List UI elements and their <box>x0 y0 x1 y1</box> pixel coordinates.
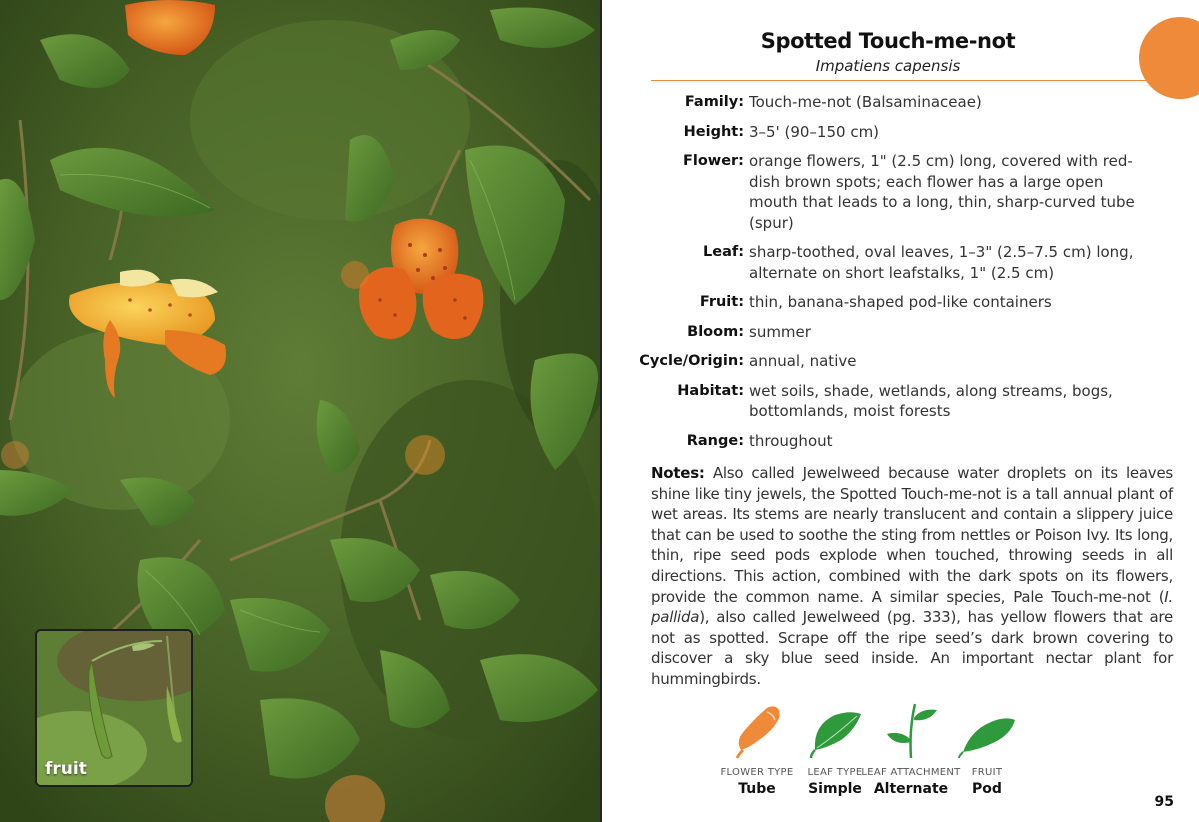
fact-value: throughout <box>749 431 833 450</box>
fact-value: orange flowers, 1" (2.5 cm) long, covered with red-dish brown spots; each flower has a large open mouth that leads to a long, thin, sharp-curved tube (spur) <box>749 152 1135 232</box>
fact-row-bloom <box>602 322 1199 343</box>
icon-type-label: FLOWER TYPE <box>720 767 794 778</box>
icon-type-label: LEAF ATTACHMENT <box>861 767 961 778</box>
page-number: 95 <box>1154 794 1174 810</box>
fact-row-flower <box>602 151 1199 233</box>
notes-label: Notes: <box>651 464 705 482</box>
fact-list <box>602 92 1199 460</box>
fact-value: Touch-me-not (Balsaminaceae) <box>749 93 982 111</box>
fact-value: 3–5' (90–150 cm) <box>749 122 880 141</box>
fact-label: Leaf: <box>703 244 744 260</box>
notes-paragraph <box>651 463 1173 690</box>
title-divider <box>651 80 1171 81</box>
fact-value: sharp-toothed, oval leaves, 1–3" (2.5–7.5 cm) long, alternate on short leafstalks, 1" (2.5 cm) <box>749 243 1134 282</box>
species-text-page <box>602 0 1199 822</box>
icon-value-label: Simple <box>808 781 862 797</box>
fruit-inset-photo <box>35 629 193 787</box>
icon-type-label: LEAF TYPE <box>807 767 863 778</box>
fact-row-cycle-origin <box>602 351 1199 372</box>
notes-text-2: ), also called Jewelweed (pg. 333), has yellow flowers that are not as spotted. Scrape off the ripe seed’s dark brown covering to discover a sky blue seed inside. An important nectar plant for hummingbirds. <box>651 608 1173 688</box>
fact-value: summer <box>749 322 811 341</box>
icon-value-label: Pod <box>972 781 1002 797</box>
fact-row-family <box>602 92 1199 113</box>
fact-row-leaf <box>602 242 1199 283</box>
fact-label: Habitat: <box>677 382 744 399</box>
fact-label: Family: <box>684 94 744 110</box>
fact-label: Flower: <box>682 153 744 169</box>
fact-row-habitat <box>602 381 1199 422</box>
fact-label: Fruit: <box>699 294 744 310</box>
scientific-name: Impatiens capensis <box>815 57 961 75</box>
fact-label: Bloom: <box>687 323 744 340</box>
icon-value-label: Tube <box>738 781 776 797</box>
fact-row-fruit <box>602 292 1199 313</box>
fact-label: Cycle/Origin: <box>639 353 744 369</box>
pod-fruit-icon <box>957 700 1017 760</box>
fact-row-range <box>602 431 1199 452</box>
fact-value: wet soils, shade, wetlands, along streams, bogs, bottomlands, moist forests <box>749 381 1113 420</box>
icon-type-label: FRUIT <box>971 767 1003 778</box>
tube-flower-icon <box>727 700 787 760</box>
fact-label: Range: <box>686 432 744 449</box>
icon-value-label: Alternate <box>873 781 949 797</box>
page-title: Spotted Touch-me-not <box>760 29 1016 53</box>
notes-text-1: Also called Jewelweed because water droplets on its leaves shine like tiny jewels, the Spotted Touch-me-not is a tall annual plant of wet areas. Its stems are nearly translucent and contain a slippery juice that can be used to soothe the sting from nettles or Poison Ivy. Its long, thin, ripe seed pods explode when touched, throwing seeds in all directions. This action, combined with the dark spots on its flowers, provide the common name. A similar species, Pale Touch-me-not ( <box>651 464 1173 606</box>
fact-label: Height: <box>683 123 744 140</box>
identification-icons <box>720 700 1062 800</box>
fact-value: thin, banana-shaped pod-like containers <box>749 293 1052 311</box>
inset-label: fruit <box>45 759 87 779</box>
notes-italic: I. pallida <box>651 587 1173 627</box>
fruit-cell <box>932 700 1042 797</box>
fact-value: annual, native <box>749 352 857 370</box>
fact-row-height <box>602 122 1199 143</box>
